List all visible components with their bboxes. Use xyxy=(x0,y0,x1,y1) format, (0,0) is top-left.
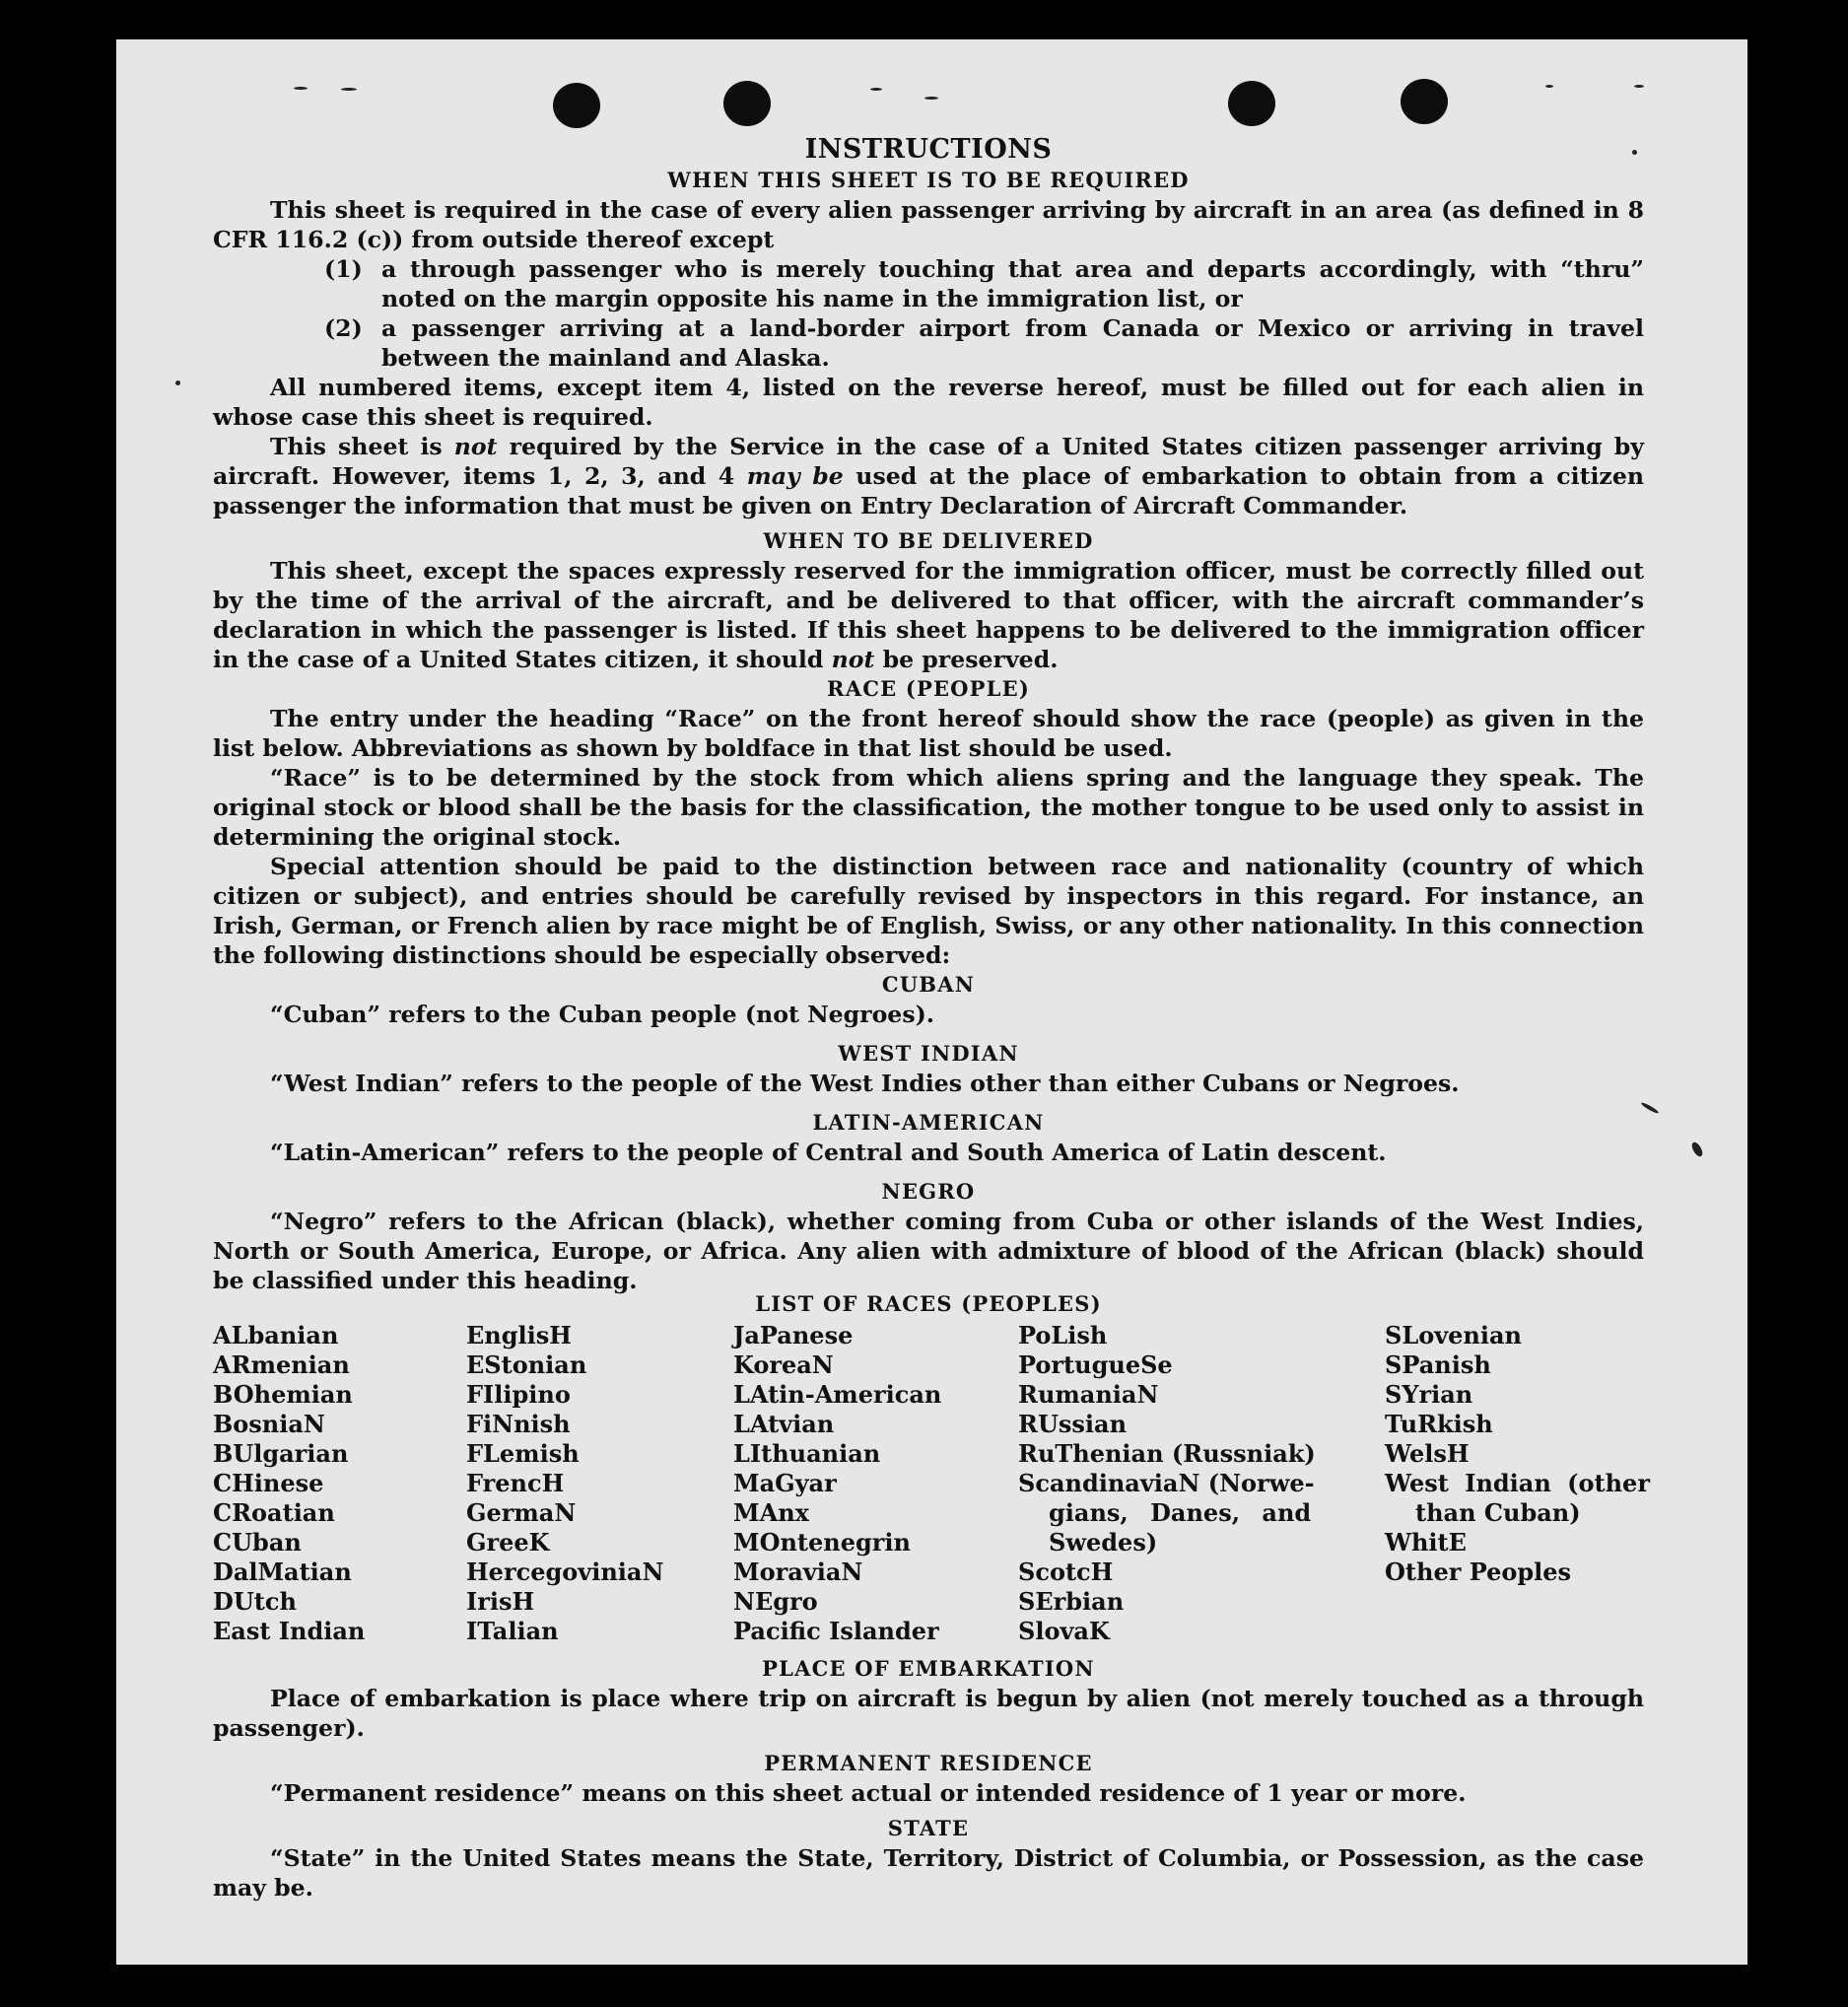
text-run: not xyxy=(453,433,498,460)
document-sheet xyxy=(116,39,1747,1965)
race-entry: ITalian xyxy=(466,1617,559,1645)
paragraph: Place of embarkation is place where trip on aircraft is begun by alien (not merely touched as a through passenger). xyxy=(213,1685,1644,1742)
paper-speck xyxy=(294,87,308,90)
race-entry: LAtvian xyxy=(733,1410,835,1438)
section-heading: PERMANENT RESIDENCE xyxy=(764,1751,1093,1775)
race-entry: ScandinaviaN (Norwe- xyxy=(1018,1469,1315,1497)
race-entry: RumaniaN xyxy=(1018,1380,1159,1409)
race-column xyxy=(1018,1321,1385,1646)
race-entry: WhitE xyxy=(1385,1528,1467,1557)
race-column xyxy=(213,1321,466,1646)
paper-speck xyxy=(870,88,882,91)
race-entry: GermaN xyxy=(466,1498,577,1527)
race-entry: FLemish xyxy=(466,1439,580,1468)
paragraph: “Negro” refers to the African (black), whether coming from Cuba or other islands of the West Indies, North or South America, Europe, or Africa. Any alien with admixture of blood of the African (black) should be classified under this heading. xyxy=(213,1208,1644,1294)
race-entry: GreeK xyxy=(466,1528,550,1557)
race-entry: MaGyar xyxy=(733,1469,837,1497)
paragraph: “Cuban” refers to the Cuban people (not Negroes). xyxy=(270,1001,934,1028)
race-entry: ALbanian xyxy=(213,1321,339,1350)
text-run: may be xyxy=(746,462,844,490)
punch-hole xyxy=(1228,81,1275,126)
race-entry: HercegoviniaN xyxy=(466,1557,664,1586)
race-entry: BOhemian xyxy=(213,1380,353,1409)
paragraph: “Race” is to be determined by the stock from which aliens spring and the language they speak. The original stock or blood shall be the basis for the classification, the mother tongue to be used only to assist in determining the original stock. xyxy=(213,764,1644,851)
section-heading: LIST OF RACES (PEOPLES) xyxy=(755,1291,1102,1316)
race-entry: RUssian xyxy=(1018,1410,1128,1438)
race-column xyxy=(466,1321,733,1646)
race-entry: DalMatian xyxy=(213,1557,352,1586)
race-entry: RuThenian (Russniak) xyxy=(1018,1439,1316,1468)
numbered-item xyxy=(324,254,1644,313)
text-run: be preserved. xyxy=(874,646,1059,673)
race-entry: NEgro xyxy=(733,1587,818,1616)
race-entry: ARmenian xyxy=(213,1350,350,1379)
race-entry: SErbian xyxy=(1018,1587,1125,1616)
race-entry: BUlgarian xyxy=(213,1439,349,1468)
race-entry: LAtin-American xyxy=(733,1380,942,1409)
race-entry: ScotcH xyxy=(1018,1557,1114,1586)
paragraph: Special attention should be paid to the distinction between race and nationality (country of which citizen or subject), and entries should be carefully revised by inspectors in this regard. For instance, an Irish, German, or French alien by race might be of English, Swiss, or any other nationality. In this connection the following distinctions should be especially observed: xyxy=(213,853,1644,969)
item-text: a through passenger who is merely touching that area and departs accordingly, with “thru” noted on the margin opposite his name in the immigration list, or xyxy=(381,255,1644,312)
paper-speck xyxy=(175,381,180,385)
race-entry: DUtch xyxy=(213,1587,297,1616)
punch-hole xyxy=(723,81,771,126)
race-entry: SLovenian xyxy=(1385,1321,1522,1350)
text-run: This sheet is xyxy=(270,433,454,460)
race-entry: Other Peoples xyxy=(1385,1557,1572,1586)
paragraph: “Latin-American” refers to the people of Central and South America of Latin descent. xyxy=(270,1139,1387,1166)
race-entry: IrisH xyxy=(466,1587,535,1616)
race-entry: East Indian xyxy=(213,1617,366,1645)
paragraph: The entry under the heading “Race” on the front hereof should show the race (people) as given in the list below. Abbreviations as shown by boldface in that list should be used. xyxy=(213,705,1644,762)
race-entry: EnglisH xyxy=(466,1321,572,1350)
paragraph: “State” in the United States means the State, Territory, District of Columbia, or Possession, as the case may be. xyxy=(213,1844,1644,1902)
punch-hole xyxy=(1401,79,1448,124)
race-entry: KoreaN xyxy=(733,1350,834,1379)
race-entry: PoLish xyxy=(1018,1321,1108,1350)
section-heading: RACE (PEOPLE) xyxy=(827,676,1030,701)
numbered-item xyxy=(324,313,1644,373)
race-entry: SPanish xyxy=(1385,1350,1491,1379)
race-entry: CRoatian xyxy=(213,1498,335,1527)
section-heading: WHEN THIS SHEET IS TO BE REQUIRED xyxy=(667,168,1190,192)
section-heading: CUBAN xyxy=(881,972,976,997)
section-heading: PLACE OF EMBARKATION xyxy=(762,1656,1095,1681)
race-entry: MoraviaN xyxy=(733,1557,863,1586)
item-number: (1) xyxy=(324,255,363,283)
race-entry: EStonian xyxy=(466,1350,587,1379)
section-heading: STATE xyxy=(887,1816,970,1840)
race-entry: MAnx xyxy=(733,1498,809,1527)
race-entry: Swedes) xyxy=(1049,1528,1158,1557)
race-entry: Pacific Islander xyxy=(733,1617,939,1645)
section-heading: NEGRO xyxy=(881,1179,976,1204)
race-entry: FiNnish xyxy=(466,1410,571,1438)
race-entry: CUban xyxy=(213,1528,302,1557)
race-column xyxy=(1385,1321,1650,1646)
instructions-text xyxy=(213,122,1650,1903)
race-entry: SlovaK xyxy=(1018,1617,1110,1645)
page-title: INSTRUCTIONS xyxy=(804,134,1053,165)
paragraph: “Permanent residence” means on this sheet actual or intended residence of 1 year or more. xyxy=(270,1779,1467,1807)
section-heading: WEST INDIAN xyxy=(838,1041,1019,1066)
paragraph xyxy=(213,432,1644,520)
race-entry: LIthuanian xyxy=(733,1439,881,1468)
paper-speck xyxy=(1545,85,1553,88)
text-run: This sheet, except the spaces expressly reserved for the immigration officer, must be correctly filled out by the time of the arrival of the aircraft, and be delivered to that officer, with the aircraft commander’s declaration in which the passenger is listed. If this sheet happens to be delivered to the immigration officer in the case of a United States citizen, it should xyxy=(213,557,1644,673)
section-heading: LATIN-AMERICAN xyxy=(812,1110,1045,1135)
race-entry: JaPanese xyxy=(733,1321,854,1350)
paper-speck xyxy=(341,88,357,91)
race-entry: WelsH xyxy=(1385,1439,1470,1468)
paragraph: “West Indian” refers to the people of the West Indies other than either Cubans or Negroes. xyxy=(270,1070,1460,1097)
race-entry: SYrian xyxy=(1385,1380,1473,1409)
paper-speck xyxy=(1634,85,1644,88)
paper-speck xyxy=(1690,1141,1705,1158)
race-entry: West Indian (other xyxy=(1385,1469,1650,1497)
race-entry: MOntenegrin xyxy=(733,1528,911,1557)
race-entry: FIlipino xyxy=(466,1380,571,1409)
item-text: a passenger arriving at a land-border airport from Canada or Mexico or arriving in travel between the mainland and Alaska. xyxy=(381,314,1644,372)
paragraph xyxy=(213,556,1644,674)
race-column xyxy=(733,1321,1018,1646)
race-entry: TuRkish xyxy=(1385,1410,1493,1438)
paper-speck xyxy=(924,97,938,100)
text-run: not xyxy=(831,646,875,673)
race-entry: PortugueSe xyxy=(1018,1350,1173,1379)
section-heading: WHEN TO BE DELIVERED xyxy=(763,528,1094,553)
race-entry: than Cuban) xyxy=(1415,1498,1581,1527)
item-number: (2) xyxy=(324,314,363,342)
race-entry: BosniaN xyxy=(213,1410,325,1438)
paragraph: All numbered items, except item 4, listed on the reverse hereof, must be filled out for each alien in whose case this sheet is required. xyxy=(213,374,1644,431)
race-entry: CHinese xyxy=(213,1469,324,1497)
race-entry: FrencH xyxy=(466,1469,565,1497)
text-run: required by the Service in the case of a United States citizen passenger arriving by aircraft. However, items 1, 2, 3, and 4 xyxy=(213,433,1645,490)
paragraph: This sheet is required in the case of every alien passenger arriving by aircraft in an area (as defined in 8 CFR 116.2 (c)) from outside thereof except xyxy=(213,196,1644,253)
race-entry: gians, Danes, and xyxy=(1049,1498,1312,1527)
race-list xyxy=(213,1321,1650,1646)
text-run: used at the place of embarkation to obtain from a citizen passenger the information that must be given on Entry Declaration of Aircraft Commander. xyxy=(213,462,1644,519)
